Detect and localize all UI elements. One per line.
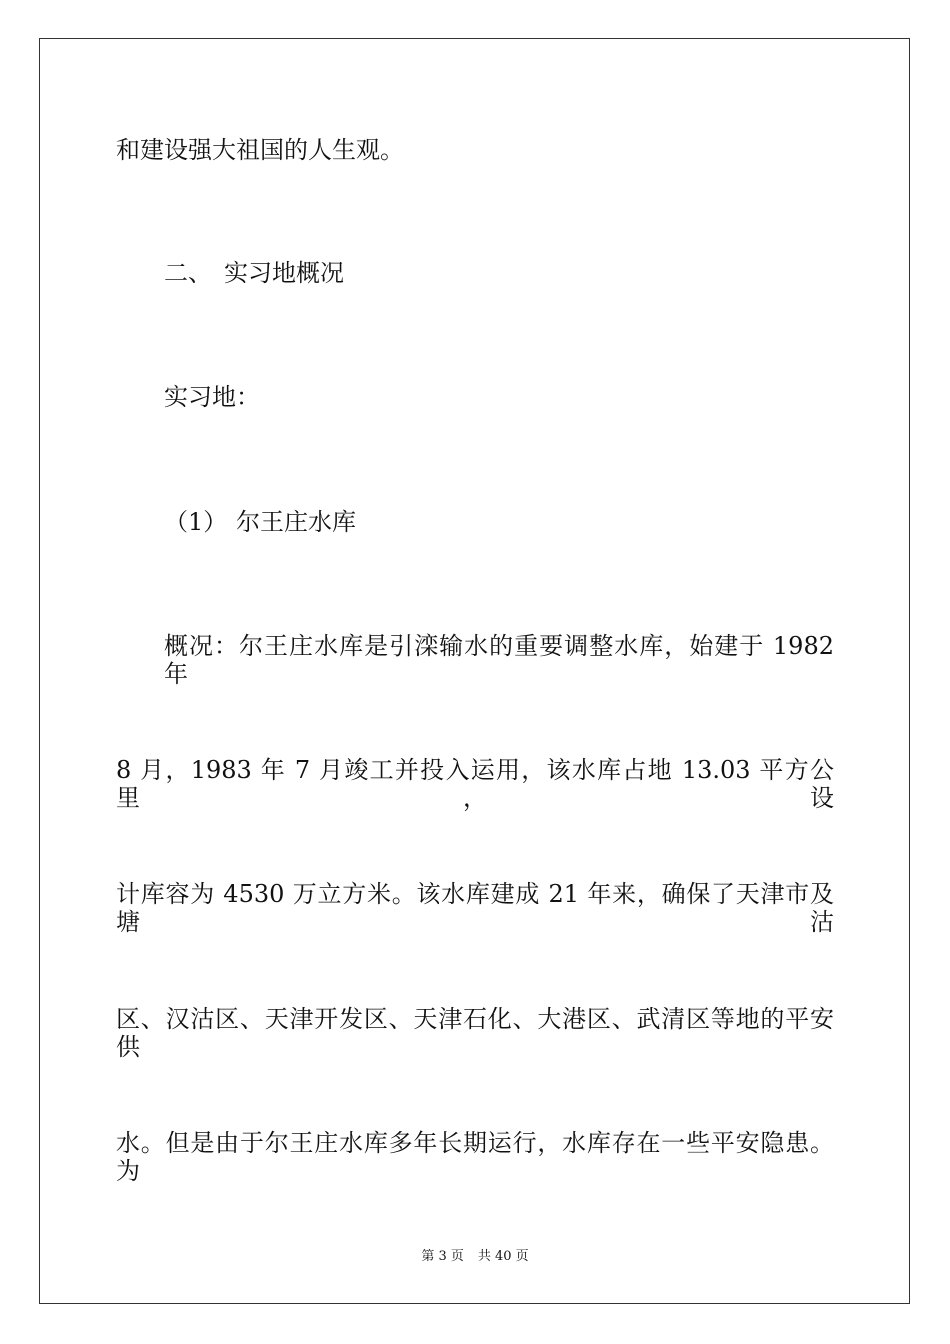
- paragraph-line: 概况：尔王庄水库是引滦输水的重要调整水库，始建于 1982 年: [164, 632, 834, 688]
- text-line: 实习地：: [164, 383, 260, 411]
- paragraph-line: 计库容为 4530 万立方米。该水库建成 21 年来，确保了天津市及塘沽: [116, 880, 834, 936]
- sub-heading: [164, 508, 356, 536]
- sub-heading-title: 尔王庄水库: [236, 508, 356, 536]
- section-title: 实习地概况: [224, 259, 344, 287]
- paragraph-line: 8 月，1983 年 7 月竣工并投入运用，该水库占地 13.03 平方公里，设: [116, 756, 834, 812]
- text-line: 和建设强大祖国的人生观。: [116, 136, 404, 164]
- section-heading: [164, 259, 344, 287]
- page-number: 第 3 页: [421, 1249, 464, 1264]
- sub-heading-number: （1）: [164, 508, 228, 536]
- page-total: 共 40 页: [477, 1249, 529, 1264]
- section-number: 二、: [164, 259, 212, 287]
- page-footer: [0, 1249, 950, 1265]
- paragraph-line: 区、汉沽区、天津开发区、天津石化、大港区、武清区等地的平安供: [116, 1005, 834, 1061]
- paragraph-line: 水。但是由于尔王庄水库多年长期运行，水库存在一些平安隐患。为: [116, 1129, 834, 1185]
